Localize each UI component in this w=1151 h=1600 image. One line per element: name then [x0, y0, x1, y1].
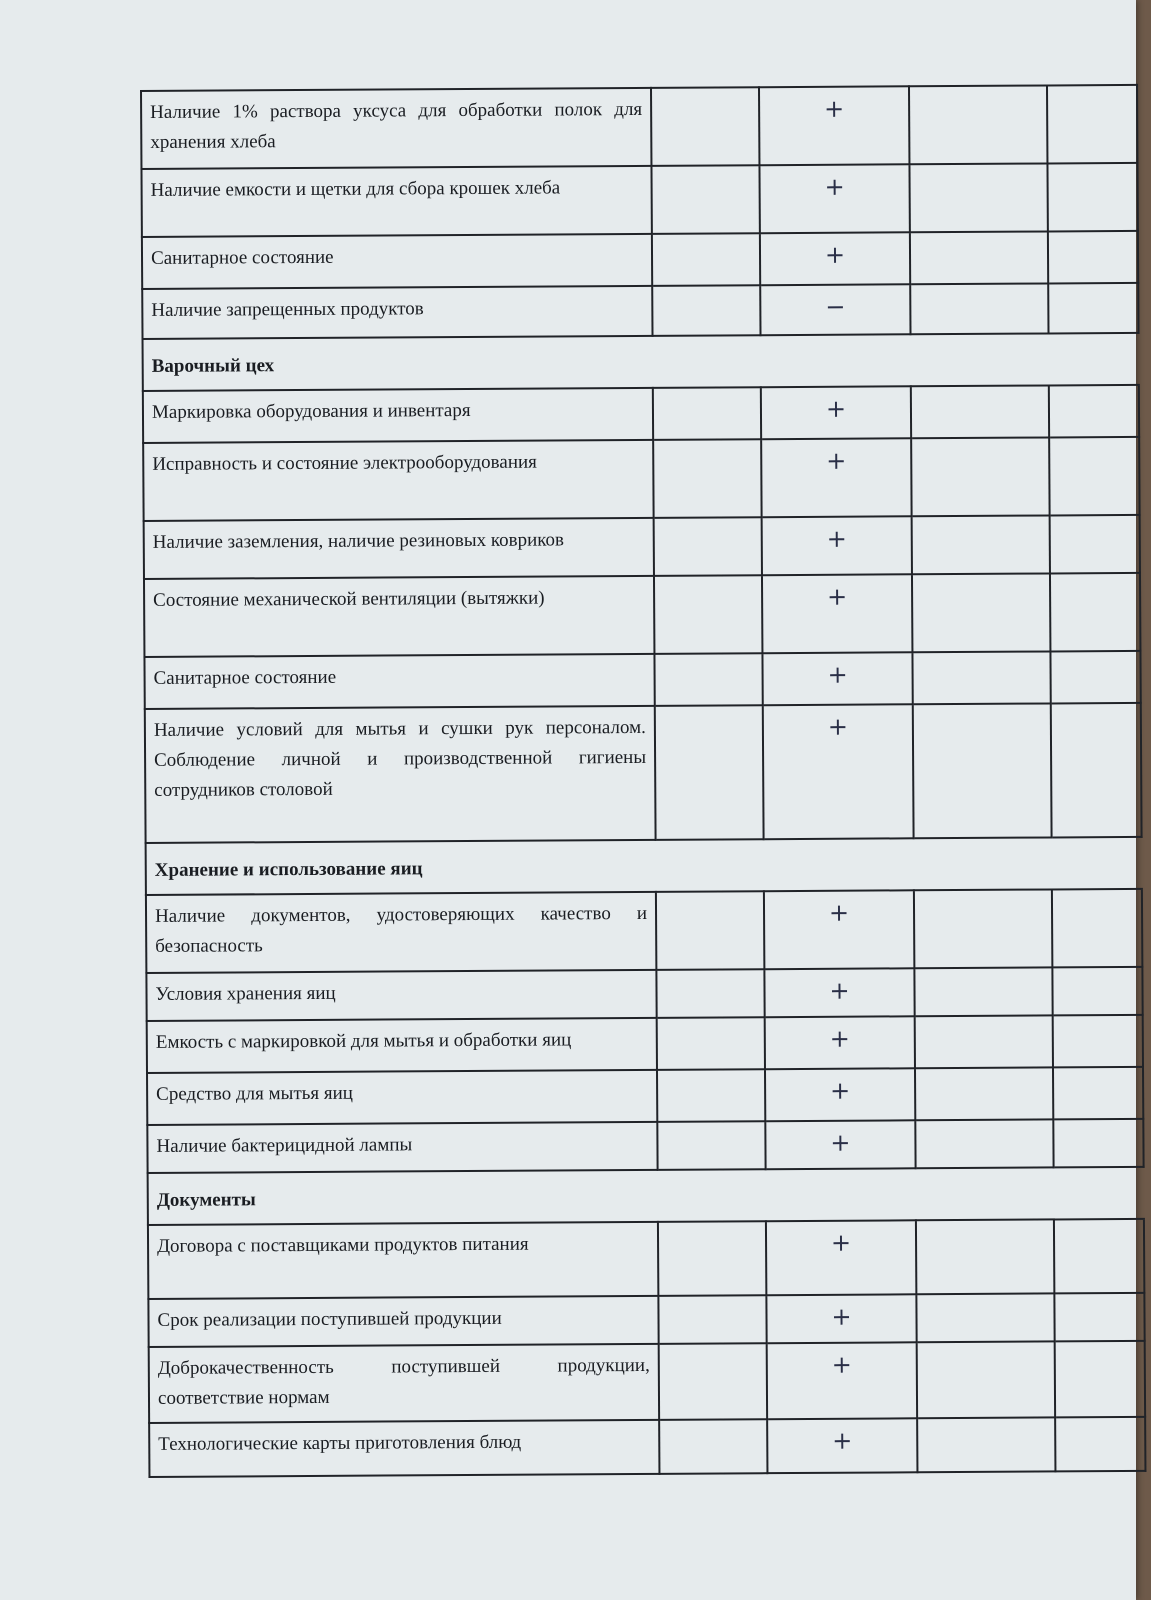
empty-cell [1050, 573, 1140, 652]
criterion-cell: Договора с поставщиками продуктов питания [148, 1222, 658, 1299]
section-header-row [146, 837, 1142, 895]
empty-cell [915, 1067, 1053, 1120]
empty-cell [911, 385, 1049, 438]
checklist-row [142, 231, 1138, 289]
criterion-cell: Наличие запрещенных продуктов [142, 286, 652, 339]
handwritten-mark-cell: + [764, 890, 914, 969]
empty-cell [1054, 1293, 1144, 1342]
empty-cell [653, 387, 761, 440]
checklist-row [144, 651, 1140, 709]
criterion-cell: Наличие емкости и щетки для сбора крошек хлеба [141, 166, 651, 237]
checklist-row [149, 1341, 1145, 1423]
checklist-row [147, 1015, 1143, 1073]
empty-cell [914, 967, 1052, 1016]
empty-cell [1047, 85, 1137, 164]
empty-cell [916, 1219, 1054, 1294]
section-header-row [148, 1167, 1144, 1225]
empty-cell [654, 517, 762, 576]
empty-cell [912, 515, 1050, 574]
criterion-cell: Наличие условий для мытья и сушки рук персоналом. Соблюдение личной и производственной гигиены сотрудников столовой [145, 706, 656, 843]
handwritten-mark-cell: − [760, 284, 910, 335]
handwritten-mark-cell: + [760, 232, 910, 285]
criterion-cell: Доброкачественность поступившей продукции, соответствие нормам [149, 1344, 659, 1423]
empty-cell [657, 1121, 765, 1170]
handwritten-mark-cell: + [761, 438, 911, 517]
handwritten-mark-cell: + [764, 968, 914, 1017]
handwritten-mark-cell: + [765, 1068, 915, 1121]
empty-cell [656, 891, 764, 970]
handwritten-mark-cell: + [762, 516, 912, 575]
empty-cell [652, 233, 760, 286]
empty-cell [915, 1015, 1053, 1068]
criterion-cell: Санитарное состояние [144, 654, 654, 709]
criterion-cell: Наличие 1% раствора уксуса для обработки полок для хранения хлеба [141, 88, 651, 169]
empty-cell [1053, 1067, 1143, 1120]
empty-cell [1050, 515, 1140, 574]
checklist-row [147, 1067, 1143, 1125]
handwritten-mark-cell: + [761, 386, 911, 439]
empty-cell [1054, 1219, 1144, 1294]
criterion-cell: Наличие бактерицидной лампы [147, 1122, 657, 1173]
empty-cell [659, 1419, 767, 1474]
handwritten-mark-cell: + [763, 704, 914, 839]
empty-cell [651, 87, 759, 166]
checklist-row [146, 967, 1142, 1021]
checklist-row [144, 573, 1140, 657]
empty-cell [909, 163, 1047, 232]
empty-cell [912, 573, 1050, 652]
criterion-cell: Маркировка оборудования и инвентаря [143, 388, 653, 443]
criterion-cell: Санитарное состояние [142, 234, 652, 289]
checklist-row [147, 1119, 1143, 1173]
handwritten-mark-cell: + [759, 86, 909, 165]
checklist-row [148, 1293, 1144, 1347]
section-title: Варочный цех [143, 333, 1139, 391]
empty-cell [910, 231, 1048, 284]
empty-cell [1049, 437, 1139, 516]
empty-cell [1048, 231, 1138, 284]
empty-cell [659, 1343, 767, 1420]
checklist-row [149, 1417, 1145, 1477]
section-title: Документы [148, 1167, 1144, 1225]
empty-cell [1049, 385, 1139, 438]
empty-cell [910, 283, 1048, 334]
criterion-cell: Срок реализации поступившей продукции [148, 1296, 658, 1347]
criterion-cell: Исправность и состояние электрооборудования [143, 440, 653, 521]
inspection-checklist-table [140, 84, 1146, 1478]
checklist-row [141, 85, 1137, 169]
criterion-cell: Состояние механической вентиляции (вытяжки) [144, 576, 654, 657]
checklist-row [148, 1219, 1144, 1299]
section-header-row [143, 333, 1139, 391]
empty-cell [913, 703, 1052, 838]
handwritten-mark-cell: + [762, 652, 912, 705]
handwritten-mark-cell: + [765, 1120, 915, 1169]
empty-cell [909, 85, 1047, 164]
criterion-cell: Емкость с маркировкой для мытья и обработки яиц [147, 1018, 657, 1073]
empty-cell [915, 1119, 1053, 1168]
empty-cell [1050, 651, 1140, 704]
criterion-cell: Наличие документов, удостоверяющих качество и безопасность [146, 892, 656, 973]
checklist-row [146, 889, 1142, 973]
checklist-row [145, 703, 1142, 843]
empty-cell [657, 1069, 765, 1122]
empty-cell [912, 651, 1050, 704]
empty-cell [654, 575, 762, 654]
empty-cell [1055, 1341, 1145, 1418]
checklist-row [143, 437, 1139, 521]
checklist-row [143, 385, 1139, 443]
empty-cell [655, 705, 764, 840]
handwritten-mark-cell: + [767, 1418, 917, 1473]
empty-cell [1047, 163, 1137, 232]
empty-cell [658, 1295, 766, 1344]
criterion-cell: Наличие заземления, наличие резиновых ковриков [144, 518, 654, 579]
empty-cell [654, 653, 762, 706]
handwritten-mark-cell: + [759, 164, 909, 233]
empty-cell [917, 1341, 1055, 1418]
empty-cell [658, 1221, 766, 1296]
handwritten-mark-cell: + [765, 1016, 915, 1069]
empty-cell [1055, 1417, 1145, 1472]
section-title: Хранение и использование яиц [146, 837, 1142, 895]
empty-cell [916, 1293, 1054, 1342]
empty-cell [917, 1417, 1055, 1472]
empty-cell [657, 1017, 765, 1070]
table-body [141, 85, 1145, 1477]
empty-cell [1051, 703, 1142, 838]
empty-cell [1052, 967, 1142, 1016]
checklist-row [141, 163, 1137, 237]
criterion-cell: Условия хранения яиц [146, 970, 656, 1021]
empty-cell [1053, 1015, 1143, 1068]
empty-cell [651, 165, 759, 234]
handwritten-mark-cell: + [766, 1294, 916, 1343]
criterion-cell: Технологические карты приготовления блюд [149, 1420, 659, 1477]
handwritten-mark-cell: + [762, 574, 912, 653]
empty-cell [914, 889, 1052, 968]
empty-cell [1052, 889, 1142, 968]
empty-cell [656, 969, 764, 1018]
handwritten-mark-cell: + [766, 1220, 916, 1295]
empty-cell [1048, 283, 1138, 334]
empty-cell [911, 437, 1049, 516]
checklist-row [144, 515, 1140, 579]
empty-cell [1053, 1119, 1143, 1168]
handwritten-mark-cell: + [767, 1342, 917, 1419]
checklist-row [142, 283, 1138, 339]
empty-cell [652, 285, 760, 336]
criterion-cell: Средство для мытья яиц [147, 1070, 657, 1125]
empty-cell [653, 439, 761, 518]
